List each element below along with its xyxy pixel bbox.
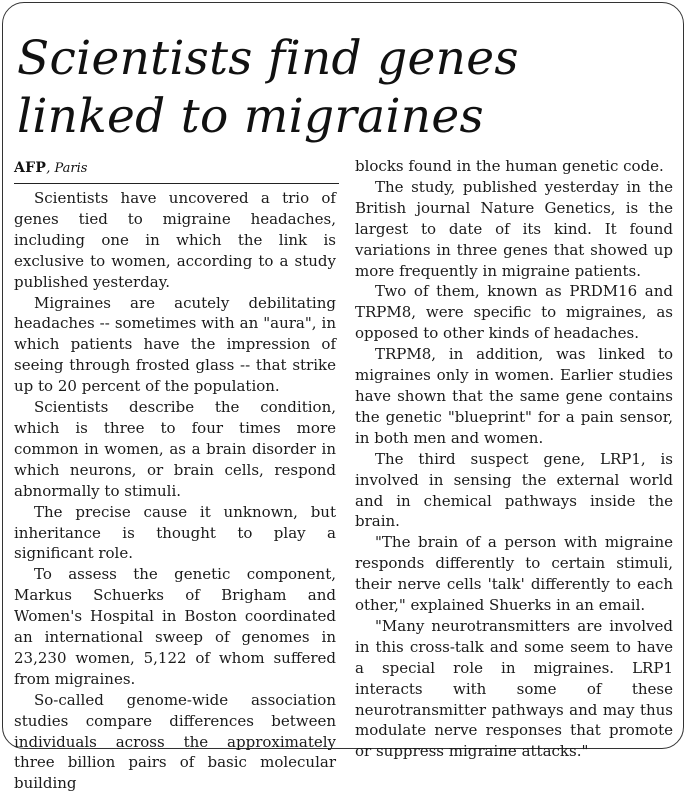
paragraph-continued: blocks found in the human genetic code.	[355, 157, 664, 175]
byline	[14, 157, 339, 184]
paragraph: Two of them, known as PRDM16 and TRPM8, were specific to migraines, as opposed to other kinds of headaches.	[355, 282, 673, 343]
paragraph: Migraines are acutely debilitating headaches -- sometimes with an "aura", in which patients have the impression of seeing through frosted glass -- that strike up to 20 percent of the population.	[14, 293, 336, 396]
article-column-2	[355, 156, 673, 762]
paragraph: "The brain of a person with migraine responds differently to certain stimuli, their nerve cells 'talk' differently to each other," explained Shuerks in an email.	[355, 533, 673, 615]
paragraph: So-called genome-wide association studies compare differences between individuals across the approximately three billion pairs of basic molecular building	[14, 690, 336, 793]
paragraph: Scientists describe the condition, which is three to four times more common in women, as a brain disorder in which neurons, or brain cells, respond abnormally to stimuli.	[14, 398, 336, 500]
byline-agency: AFP	[14, 160, 47, 176]
headline: Scientists find genes linked to migraines	[17, 31, 519, 144]
paragraph: Scientists have uncovered a trio of genes tied to migraine headaches, including one in which the link is exclusive to women, according to a study published yesterday.	[14, 189, 336, 291]
article-column-1	[14, 188, 336, 794]
byline-city-name: Paris	[54, 161, 88, 176]
paragraph: The third suspect gene, LRP1, is involved in sensing the external world and in chemical pathways inside the brain.	[355, 449, 673, 531]
paragraph: TRPM8, in addition, was linked to migraines only in women. Earlier studies have shown that the same gene contains the genetic "blueprint" for a pain sensor, in both men and women.	[355, 345, 673, 447]
paragraph: The study, published yesterday in the British journal Nature Genetics, is the largest to date of its kind. It found variations in three genes that showed up more frequently in migraine patients.	[355, 177, 673, 280]
paragraph: To assess the genetic component, Markus Schuerks of Brigham and Women's Hospital in Boston coordinated an international sweep of genomes in 23,230 women, 5,122 of whom suffered from migraines.	[14, 565, 336, 688]
paragraph: The precise cause it unknown, but inheritance is thought to play a significant role.	[14, 502, 336, 563]
paragraph: "Many neurotransmitters are involved in this cross-talk and some seem to have a special role in migraines. LRP1 interacts with some of these neurotransmitter pathways and may thus modulate nerve responses that promote or suppress migraine attacks."	[355, 616, 673, 761]
byline-city: , Paris	[46, 161, 88, 176]
